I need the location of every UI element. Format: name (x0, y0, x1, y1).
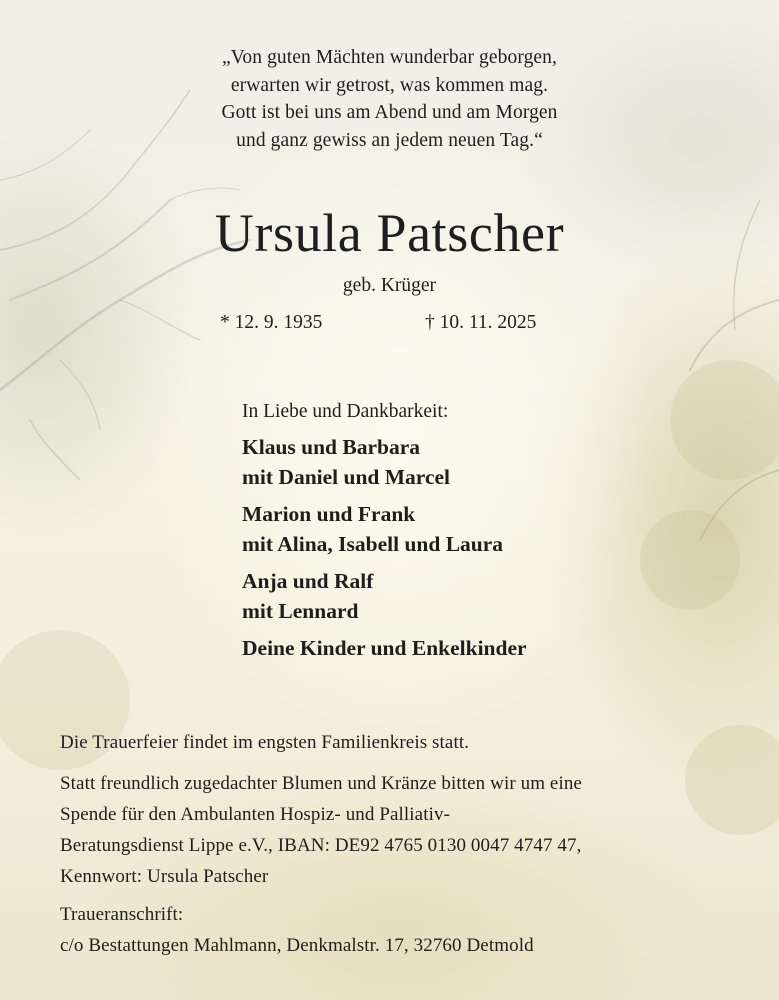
donation-line: Kennwort: Ursula Patscher (60, 866, 269, 887)
poem-line: und ganz gewiss an jedem neuen Tag.“ (236, 129, 543, 151)
family-line: mit Daniel und Marcel (242, 465, 451, 489)
family-line: Klaus und Barbara (242, 435, 421, 459)
mourners-closing: Deine Kinder und Enkelkinder (242, 636, 527, 660)
birth-name: geb. Krüger (342, 275, 437, 296)
service-notice: Die Trauerfeier findet im engsten Familienkreis statt. (60, 732, 470, 753)
donation-line: Statt freundlich zugedachter Blumen und Kränze bitten wir um eine (60, 773, 582, 794)
family-line: mit Lennard (242, 599, 359, 623)
poem-line: erwarten wir getrost, was kommen mag. (230, 74, 549, 96)
death-date: † 10. 11. 2025 (425, 312, 537, 333)
family-group (242, 566, 702, 626)
address-label: Traueranschrift: (60, 904, 184, 925)
donation-line: Spende für den Ambulanten Hospiz- und Palliativ- (60, 804, 451, 825)
family-line: mit Alina, Isabell und Laura (242, 532, 504, 556)
family-group (242, 499, 702, 559)
mourners-section (242, 398, 702, 663)
poem-line: Gott ist bei uns am Abend und am Morgen (221, 102, 558, 123)
donation-line: Beratungsdienst Lippe e.V., IBAN: DE92 4765 0130 0047 4747 47, (60, 835, 582, 856)
family-group (242, 432, 702, 492)
address-line: c/o Bestattungen Mahlmann, Denkmalstr. 17, 32760 Detmold (60, 935, 534, 956)
family-line: Anja und Ralf (242, 569, 374, 593)
poem (0, 44, 779, 154)
poem-line: „Von guten Mächten wunderbar geborgen, (221, 47, 558, 68)
birth-date: * 12. 9. 1935 (220, 312, 323, 333)
family-line: Marion und Frank (242, 502, 416, 526)
donation-notice (60, 768, 760, 892)
mourners-intro: In Liebe und Dankbarkeit: (242, 401, 449, 422)
deceased-name: Ursula Patscher (214, 203, 565, 263)
mourning-address (60, 899, 760, 961)
